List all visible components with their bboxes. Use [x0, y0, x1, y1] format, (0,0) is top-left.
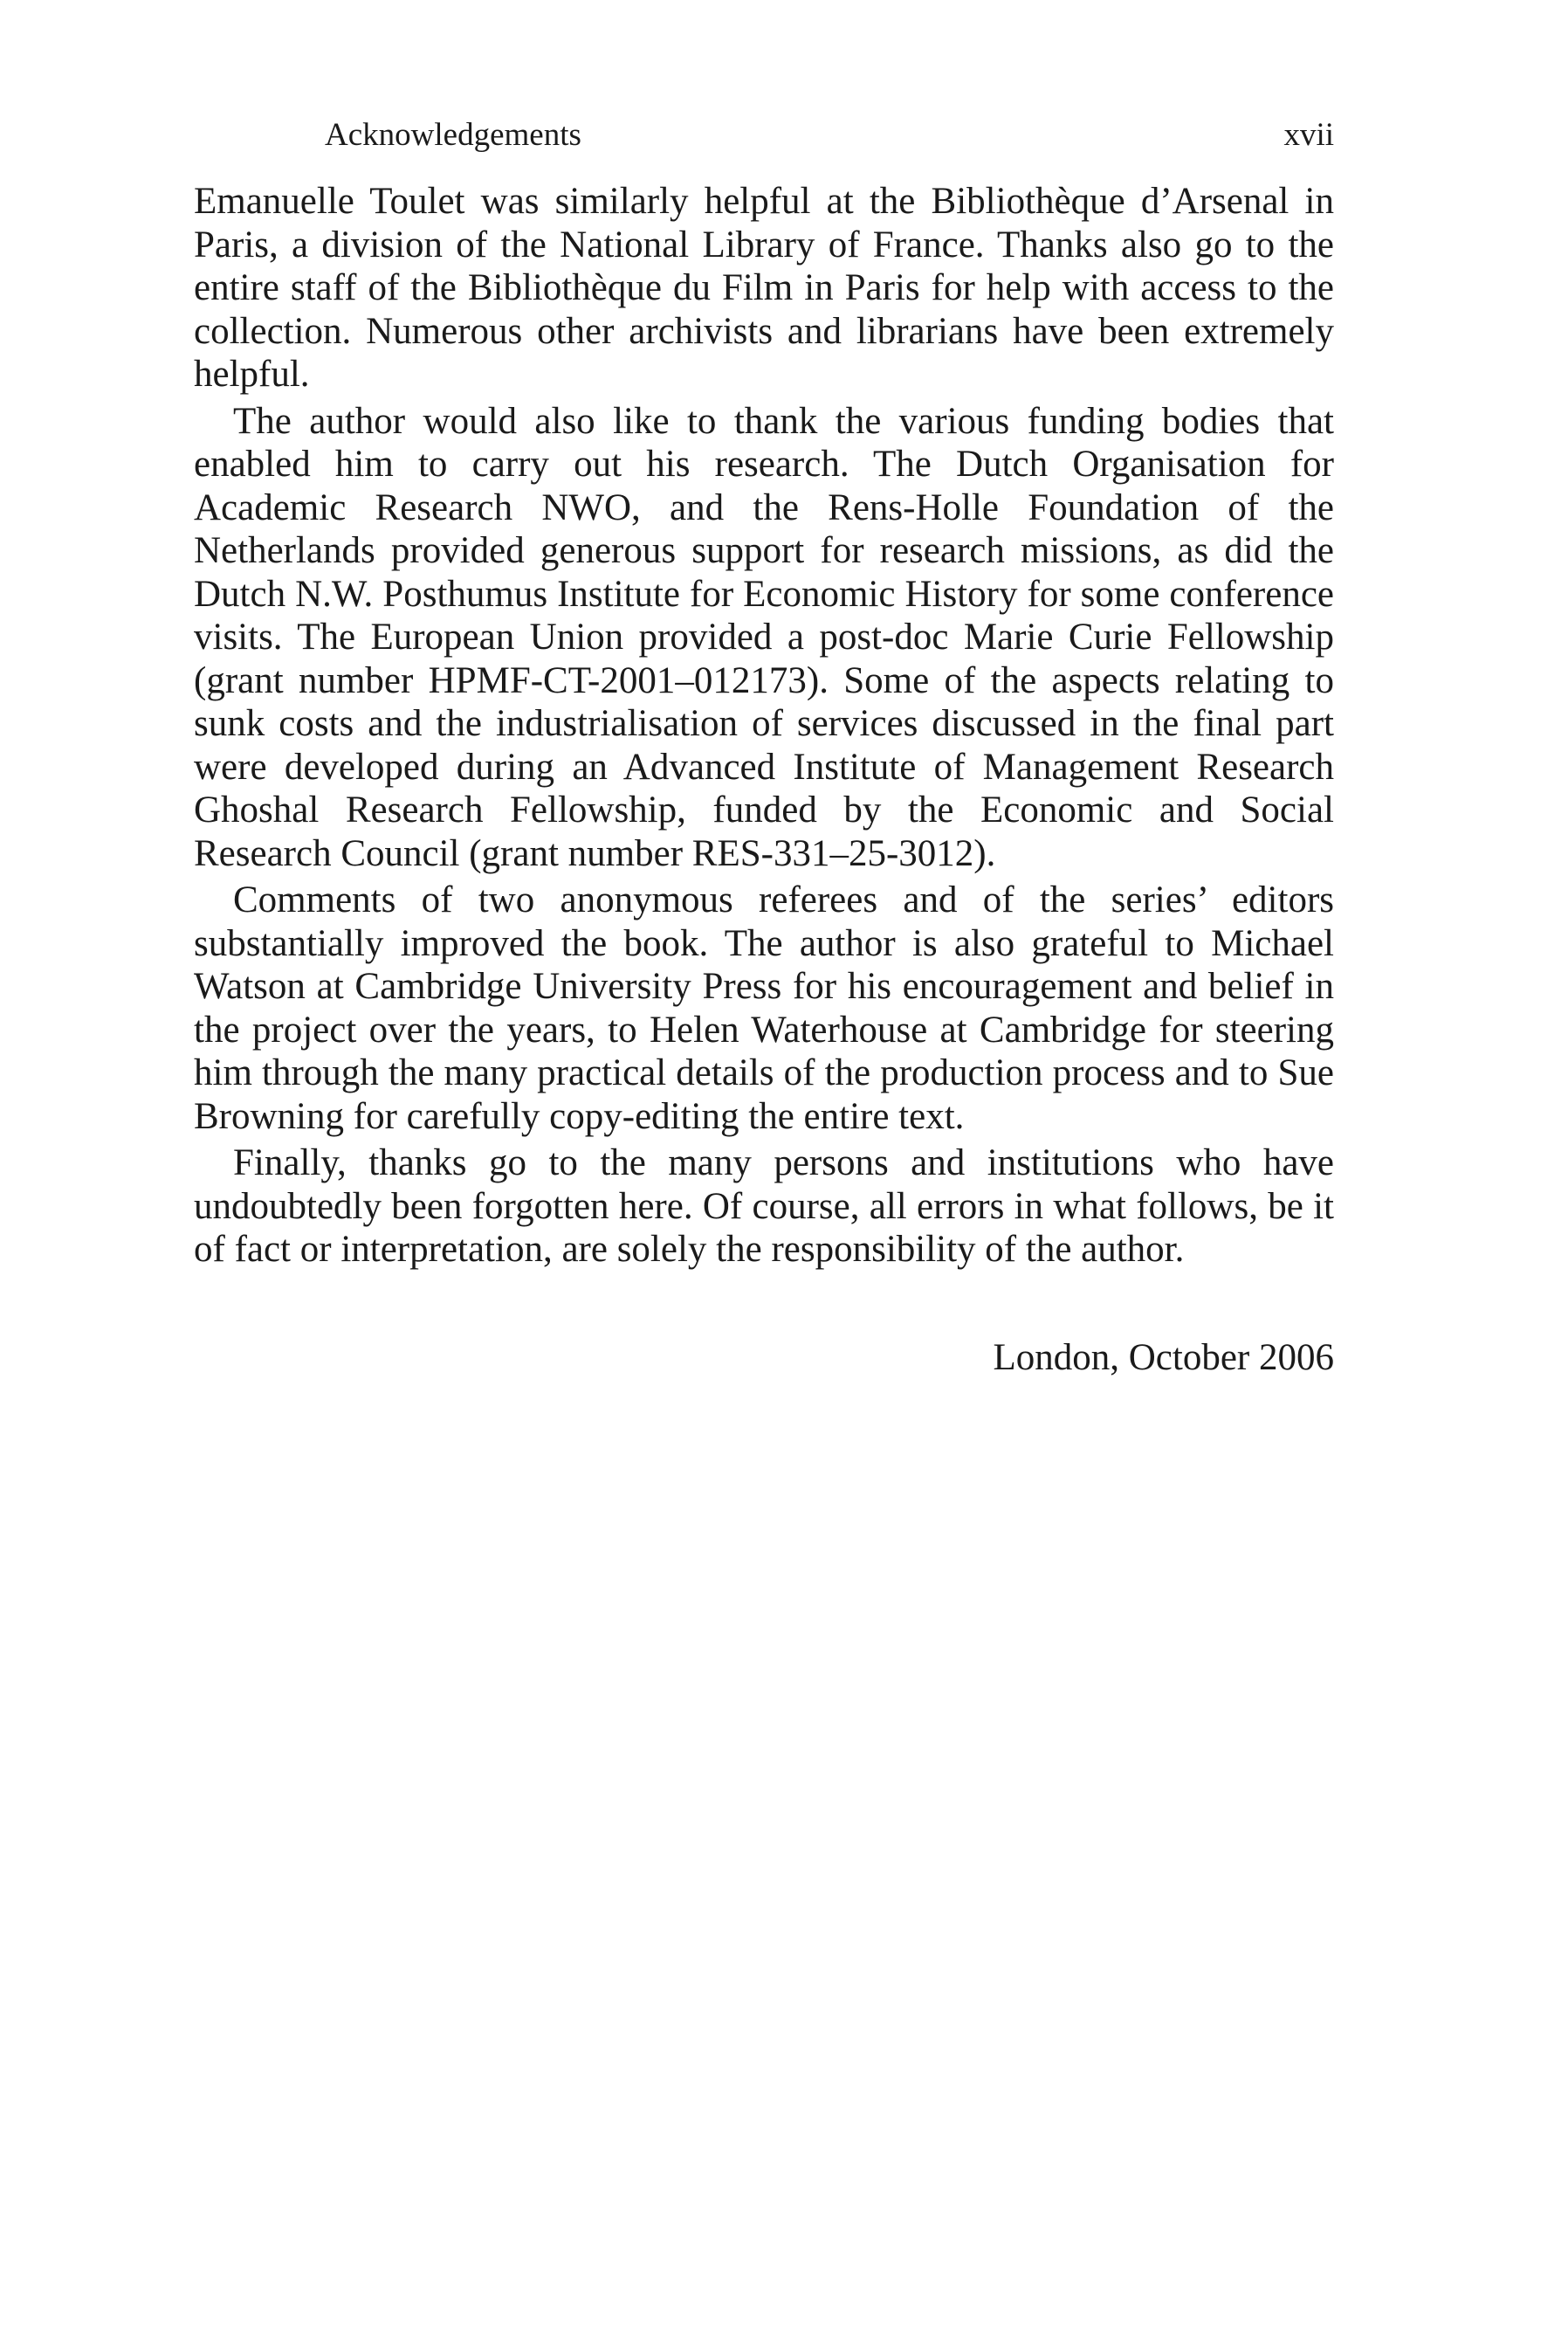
running-head — [194, 114, 1334, 157]
signoff-place-date: London, October 2006 — [993, 1337, 1334, 1378]
page-number: xvii — [1283, 117, 1334, 153]
body-text — [194, 180, 1334, 1275]
paragraph: Comments of two anonymous referees and of the series’ editors substantially improved the book. The author is also grateful to Michael Watson at Cambridge University Press for his encouragement and belief in the project over the years, to Helen Waterhouse at Cambridge for steering him through the many practical details of the production process and to Sue Browning for carefully copy-editing the entire text. — [194, 879, 1334, 1137]
paragraph: Finally, thanks go to the many persons and institutions who have undoubtedly been forgotten here. Of course, all errors in what follows, be it of fact or interpretation, are solely the responsibility of the author. — [194, 1142, 1334, 1270]
paragraph: The author would also like to thank the various funding bodies that enabled him to carry out his research. The Dutch Organisation for Academic Research NWO, and the Rens-Holle Foundation of the Netherlands provided generous support for research missions, as did the Dutch N.W. Posthumus Institute for Economic History for some conference visits. The European Union provided a post-doc Marie Curie Fellowship (grant number HPMF-CT-2001–012173). Some of the aspects relating to sunk costs and the industrialisation of services discussed in the final part were developed during an Advanced Institute of Management Research Ghoshal Research Fellowship, funded by the Economic and Social Research Council (grant number RES-331–25-3012). — [194, 400, 1334, 874]
running-head-title: Acknowledgements — [325, 117, 581, 153]
paragraph: Emanuelle Toulet was similarly helpful at the Bibliothèque d’Arsenal in Paris, a division of the National Library of France. Thanks also go to the entire staff of the Bibliothèque du Film in Paris for help with access to the collection. Numerous other archivists and librarians have been extremely helpful. — [194, 181, 1334, 395]
